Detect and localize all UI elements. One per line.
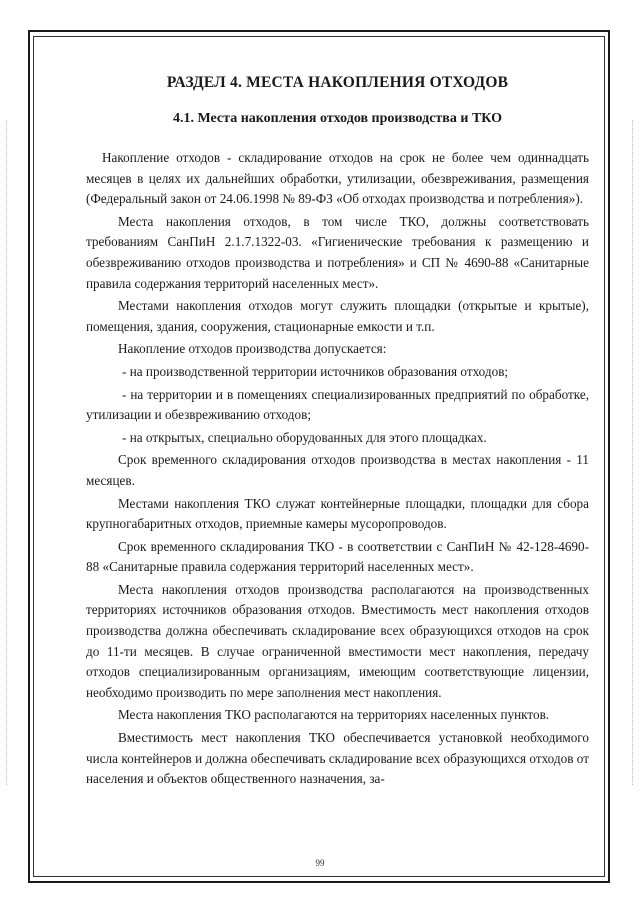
right-edge-marks	[632, 120, 634, 785]
paragraph-accumulation-definition: Накопление отходов - складирование отходов на срок не более чем одиннадцать месяцев в целях их дальнейших обработки, утилизации, обезвреживания, размещения (Федеральный закон от 24.06.1998 № 89-ФЗ «Об отходах производства и потребления»).	[86, 150, 589, 207]
paragraph-production-storage-term: Срок временного складирования отходов производства в местах накопления - 11 месяцев.	[86, 452, 589, 488]
subsection-title: 4.1. Места накопления отходов производства и ТКО	[173, 111, 502, 126]
left-edge-marks	[6, 120, 8, 785]
paragraph-requirements: Места накопления отходов, в том числе ТКО, должны соответствовать требованиям СанПиН 2.1.7.1322-03. «Гигиенические требования к размещению и обезвреживанию отходов производства и потребления» и СП № 4690-88 «Санитарные правила содержания территорий населенных мест».	[86, 213, 589, 291]
page-content	[86, 60, 589, 792]
paragraph-production-places-capacity: Места накопления отходов производства располагаются на производственных территориях источников образования отходов. Вместимость мест накопления отходов производства должна обеспечивать складирование всех образующихся отходов на срок до 11-ти месяцев. В случае ограниченной вместимости мест накопления, передачу отходов специализированным организациям, имеющим соответствующие лицензии, необходимо производить по мере заполнения мест накопления.	[86, 581, 589, 700]
section-title: РАЗДЕЛ 4. МЕСТА НАКОПЛЕНИЯ ОТХОДОВ	[166, 74, 509, 91]
paragraph-allowed-intro: Накопление отходов производства допускается:	[118, 341, 387, 357]
paragraph-tko-capacity: Вместимость мест накопления ТКО обеспечивается установкой необходимого числа контейнеров и должна обеспечивать складирование всех образующихся отходов от населения и объектов общественного назначения, за-	[86, 730, 589, 787]
paragraph-tko-location: Места накопления ТКО располагаются на территориях населенных пунктов.	[118, 707, 550, 723]
list-item-open-areas: - на открытых, специально оборудованных для этого площадках.	[122, 429, 487, 445]
paragraph-tko-storage-term: Срок временного складирования ТКО - в соответствии с СанПиН № 42-128-4690-88 «Санитарные правила содержания территорий населенных мест».	[86, 538, 589, 575]
paragraph-tko-places: Местами накопления ТКО служат контейнерные площадки, площадки для сбора крупногабаритных отходов, приемные камеры мусоропроводов.	[86, 495, 589, 532]
body-text	[86, 148, 589, 790]
list-item-specialized-enterprises: - на территории и в помещениях специализированных предприятий по обработке, утилизации и обезвреживанию отходов;	[86, 386, 589, 423]
paragraph-accumulation-places: Местами накопления отходов могут служить площадки (открытые и крытые), помещения, здания, сооружения, стационарные емкости и т.п.	[86, 298, 589, 334]
page-number: 99	[315, 858, 325, 868]
list-item-production-territory: - на производственной территории источников образования отходов;	[122, 363, 509, 379]
